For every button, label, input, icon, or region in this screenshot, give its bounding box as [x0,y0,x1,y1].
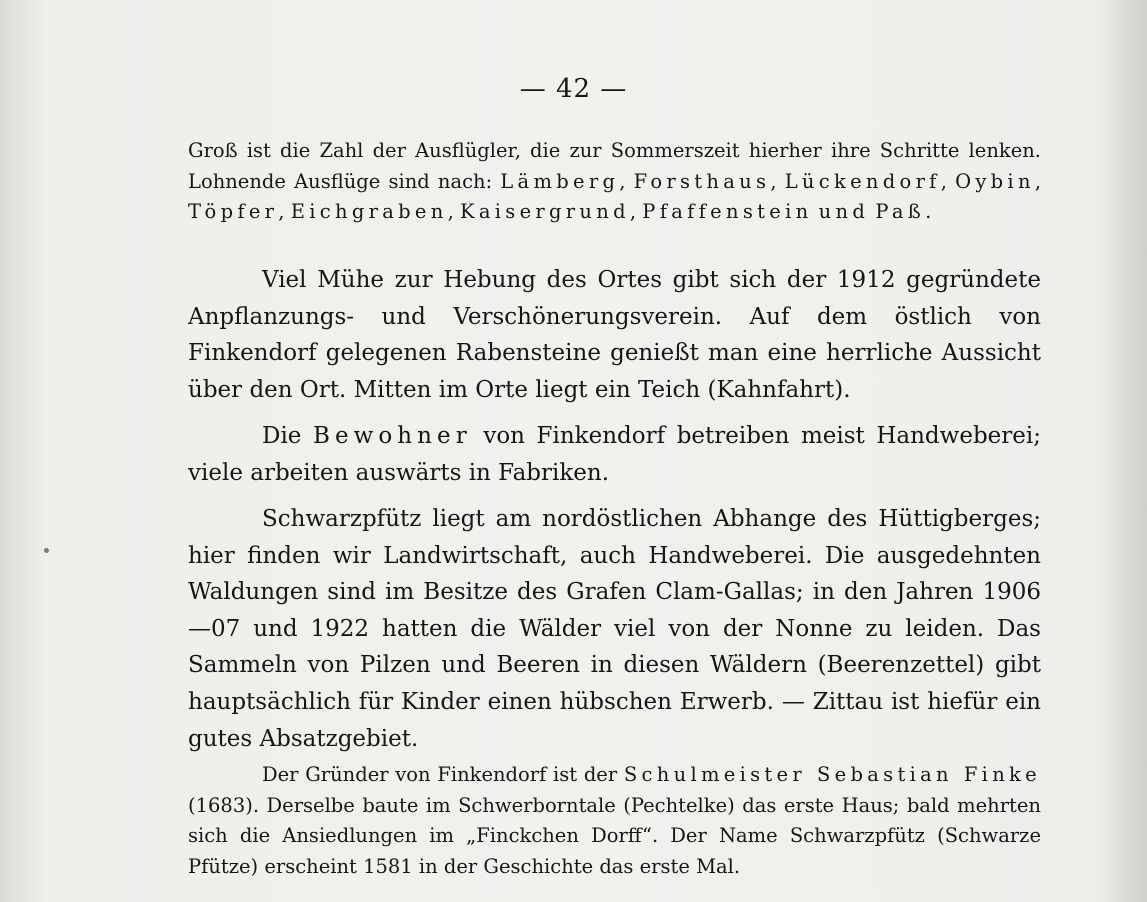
place-name: Oybin [955,169,1035,193]
text-run: Der Gründer von Finkendorf ist der [262,763,624,786]
emphasized-name: Schulmeister Sebastian Finke [623,763,1041,786]
place-name: Töpfer [188,200,279,223]
text-run: , [940,169,956,193]
text-run: Groß ist die Zahl der Ausflügler, die zur Sommerszeit hierher ihre Schritte lenken. Lohnende Ausflüge sind nach: [188,139,1041,193]
text-run: Die [262,423,313,449]
place-name: Pfaffenstein [642,200,813,223]
place-name: Lückendorf [784,169,941,193]
paragraph-schwarzpfuetz [188,501,1041,757]
text-run: , [770,169,785,193]
place-name: Forsthaus [633,169,771,193]
place-name: und [818,200,870,223]
text-run: , [629,200,643,223]
place-name: Lämberg [500,169,620,193]
text-run: (1683). Derselbe baute im Schwerborntale (Pechtelke) das erste Haus; bald mehrten sich die Ansiedlungen im „Finckchen Dorff“. Der Name Schwarzpfütz (Schwarze Pfütze) erscheint 1581 in der Geschichte das erste Mal. [188,793,1041,878]
text-run: , [278,200,291,223]
page-number: — 42 — [519,74,628,104]
paragraph-beautification-society [188,262,1041,408]
place-name: Kaisergrund [459,200,630,223]
place-name: Paß [875,200,926,223]
paragraph-founder [188,760,1041,882]
text-run: . [925,200,932,223]
place-name: Eichgraben [290,200,448,223]
paragraph-excursions [188,136,1041,228]
text-run: , [619,169,634,193]
text-run: Schwarzpfütz liegt am nordöstlichen Abhange des Hüttigberges; hier finden wir Landwirtschaft, auch Handweberei. Die ausgedehnten Waldungen sind im Besitze des Grafen Clam-Gallas; in den Jahren 1906—07 und 1922 hatten die Wälder viel von der Nonne zu leiden. Das Sammeln von Pilzen und Beeren in diesen Wäldern (Beerenzettel) gibt hauptsächlich für Kinder einen hübschen Erwerb. — Zittau ist hiefür ein gutes Absatzgebiet. [188,506,1041,752]
text-run: Viel Mühe zur Hebung des Ortes gibt sich der 1912 gegründete Anpflanzungs- und Verschönerungsverein. Auf dem östlich von Finkendorf gelegenen Rabensteine genießt man eine herrliche Aussicht über den Ort. Mitten im Orte liegt ein Teich (Kahnfahrt). [188,267,1041,403]
text-run: von Finkendorf betreiben meist Handweberei; viele arbeiten auswärts in Fabriken. [188,423,1041,486]
text-run: , [1034,169,1041,193]
paragraph-inhabitants [188,418,1041,491]
text-run: , [447,200,460,223]
page-edge-shadow [1087,0,1147,902]
emphasized-word: Bewohner [312,423,472,449]
paper-speck [44,548,49,553]
